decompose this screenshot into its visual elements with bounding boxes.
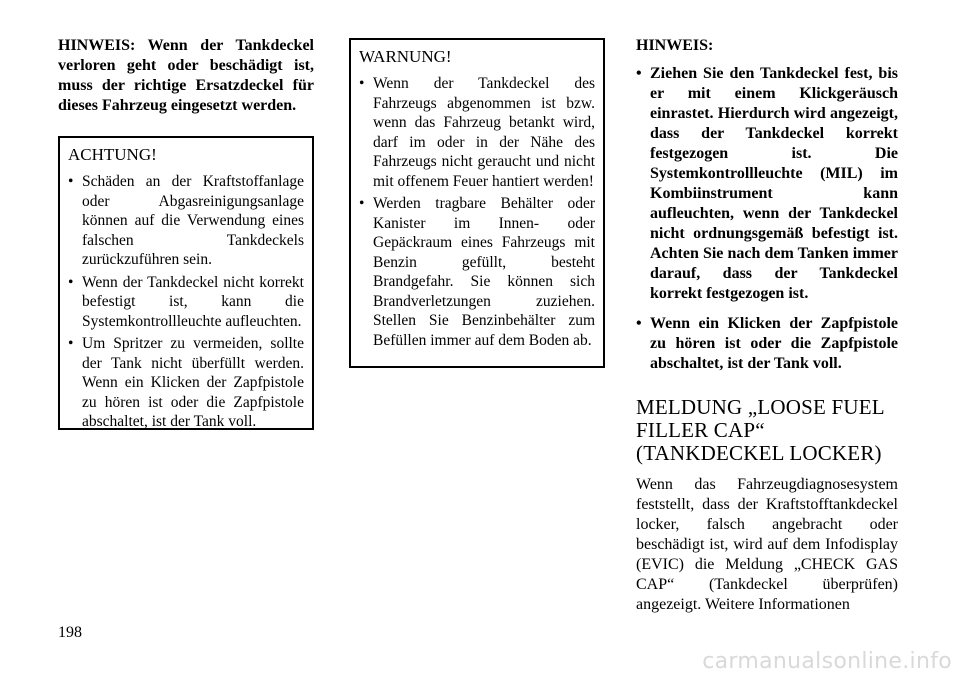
caution-list	[68, 172, 304, 432]
notice-list	[636, 64, 898, 374]
notice-item: • Wenn ein Klicken der Zapfpistole zu hören ist oder die Zapfpistole abschaltet, ist der Tank voll.	[636, 315, 898, 372]
fuel-cap-notice: HINWEIS: Wenn der Tankdeckel verloren geht oder beschädigt ist, muss der richtige Ersatzdeckel für dieses Fahrzeug eingesetzt werden.	[58, 37, 314, 114]
page-number: 198	[58, 624, 82, 641]
left-column	[58, 36, 314, 430]
caution-item: • Um Spritzer zu vermeiden, sollte der Tank nicht überfüllt werden. Wenn ein Klicken der Zapfpistole zu hören ist oder die Zapfpistole abschaltet, ist der Tank voll.	[68, 335, 304, 430]
caution-title: ACHTUNG!	[68, 145, 157, 164]
caution-item: • Wenn der Tankdeckel nicht korrekt befestigt ist, kann die Systemkontrollleuchte aufleuchten.	[68, 273, 304, 330]
notice-item: • Ziehen Sie den Tankdeckel fest, bis er mit einem Klickgeräusch einrastet. Hierdurch wird angezeigt, dass der Tankdeckel korrekt festgezogen ist. Die Systemkontrollleuchte (MIL) im Kombiinstrument kann aufleuchten, wenn der Tankdeckel nicht ordnungsgemäß befestigt ist. Achten Sie nach dem Tanken immer darauf, dass der Tankdeckel korrekt festgezogen ist.	[636, 65, 898, 302]
warning-box	[349, 38, 605, 368]
right-column	[636, 36, 898, 615]
warning-title: WARNUNG!	[359, 47, 452, 66]
warning-list	[359, 74, 595, 350]
section-body: Wenn das Fahrzeugdiagnosesystem feststellt, dass der Kraftstofftankdeckel locker, falsch angebracht oder beschädigt ist, wird auf dem Infodisplay (EVIC) die Meldung „CHECK GAS CAP“ (Tankdeckel überprüfen) angezeigt. Weitere Informationen	[636, 476, 898, 613]
section-title: MELDUNG „LOOSE FUEL FILLER CAP“ (TANKDECKEL LOCKER)	[636, 395, 885, 465]
warning-item: • Wenn der Tankdeckel des Fahrzeugs abgenommen ist bzw. wenn das Fahrzeug betankt wird, darf im oder in der Nähe des Fahrzeugs nicht geraucht und nicht mit offenem Feuer hantiert werden!	[359, 75, 595, 190]
caution-box	[58, 136, 314, 430]
caution-item: • Schäden an der Kraftstoffanlage oder Abgasreinigungsanlage können auf die Verwendung eines falschen Tankdeckels zurückzuführen sein.	[68, 173, 304, 268]
notice-label: HINWEIS:	[636, 37, 714, 54]
watermark: carmanualsonline.info	[702, 649, 952, 674]
warning-item: • Werden tragbare Behälter oder Kanister im Innen- oder Gepäckraum eines Fahrzeugs mit Benzin gefüllt, besteht Brandgefahr. Sie können sich Brandverletzungen zuziehen. Stellen Sie Benzinbehälter zum Befüllen immer auf dem Boden ab.	[359, 195, 595, 349]
